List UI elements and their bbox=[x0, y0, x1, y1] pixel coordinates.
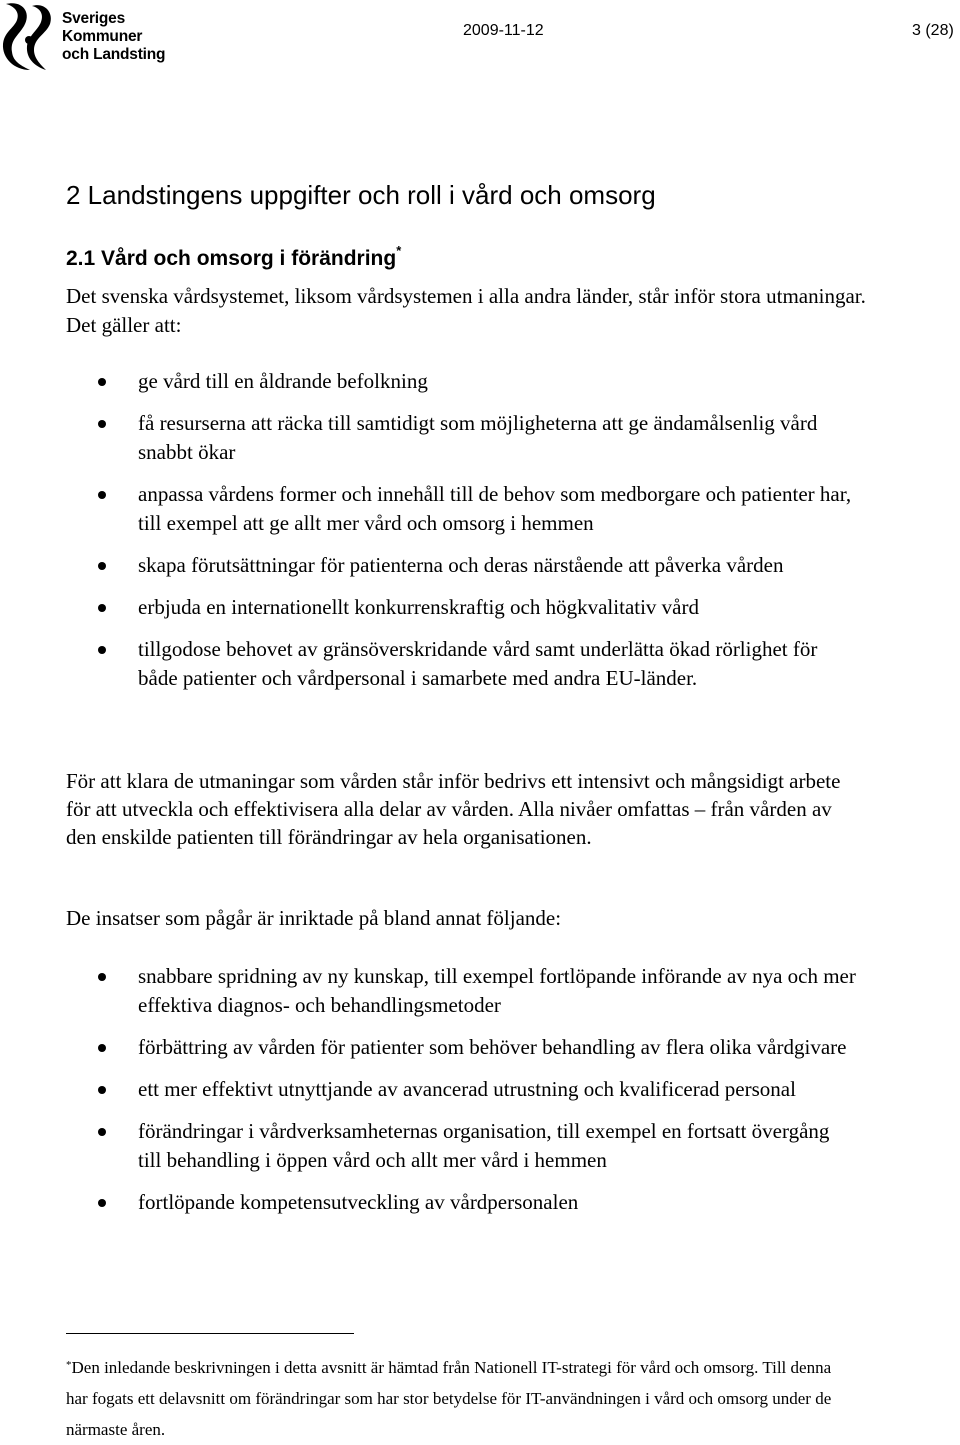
list-item-text: fortlöpande kompetensutveckling av vårdpersonalen bbox=[138, 1190, 579, 1214]
list-item-text: skapa förutsättningar för patienterna och deras närstående att påverka vården bbox=[138, 553, 784, 577]
organization-logo bbox=[0, 0, 180, 72]
logo-line: och Landsting bbox=[62, 46, 166, 63]
bullet-icon bbox=[98, 420, 106, 428]
list-item bbox=[66, 962, 856, 1020]
logo-line: Sveriges bbox=[62, 10, 126, 27]
intro-paragraph: Det svenska vårdsystemet, liksom vårdsystemen i alla andra länder, står inför stora utmaningar. Det gäller att: bbox=[66, 284, 866, 337]
list-item-text: förbättring av vården för patienter som behöver behandling av flera olika vårdgivare bbox=[138, 1035, 847, 1059]
bullet-icon bbox=[98, 604, 106, 612]
bullet-icon bbox=[98, 973, 106, 981]
list-item bbox=[66, 1033, 856, 1062]
efforts-list bbox=[66, 962, 856, 1217]
logo-line: Kommuner bbox=[62, 28, 143, 45]
list-item bbox=[66, 551, 856, 580]
footnote-reference: * bbox=[396, 243, 402, 258]
list-item-text: ge vård till en åldrande befolkning bbox=[138, 369, 428, 393]
bullet-icon bbox=[98, 1199, 106, 1207]
list-item bbox=[66, 1075, 856, 1104]
body-paragraph: De insatser som pågår är inriktade på bland annat följande: bbox=[66, 906, 562, 930]
list-item-text: tillgodose behovet av gränsöverskridande vård samt underlätta ökad rörlighet för både patienter och vårdpersonal i samarbete med andra EU-länder. bbox=[138, 637, 818, 690]
bullet-icon bbox=[98, 1044, 106, 1052]
footnote-divider bbox=[66, 1333, 354, 1334]
page-number: 3 (28) bbox=[912, 22, 954, 39]
list-item-text: snabbare spridning av ny kunskap, till exempel fortlöpande införande av nya och mer effektiva diagnos- och behandlingsmetoder bbox=[138, 964, 856, 1017]
list-item bbox=[66, 1188, 856, 1217]
footnote-marker: * bbox=[66, 1359, 72, 1371]
bullet-icon bbox=[98, 1128, 106, 1136]
body-paragraph: För att klara de utmaningar som vården står inför bedrivs ett intensivt och mångsidigt arbete för att utveckla och effektivisera alla delar av vården. Alla nivåer omfattas – från vården av den enskilde patienten till förändringar av hela organisationen. bbox=[66, 769, 841, 849]
bullet-icon bbox=[98, 378, 106, 386]
bullet-icon bbox=[98, 491, 106, 499]
list-item bbox=[66, 367, 856, 396]
list-item bbox=[66, 480, 856, 538]
list-item bbox=[66, 1117, 856, 1175]
list-item bbox=[66, 635, 856, 693]
list-item-text: anpassa vårdens former och innehåll till de behov som medborgare och patienter har, till exempel att ge allt mer vård och omsorg i hemmen bbox=[138, 482, 852, 535]
list-item-text: erbjuda en internationellt konkurrenskraftig och högkvalitativ vård bbox=[138, 595, 699, 619]
logo-mark-icon bbox=[0, 0, 58, 72]
logo-wordmark bbox=[62, 10, 165, 64]
bullet-icon bbox=[98, 562, 106, 570]
footnote bbox=[66, 1352, 846, 1445]
list-item bbox=[66, 409, 856, 467]
bullet-icon bbox=[98, 1086, 106, 1094]
list-item-text: få resurserna att räcka till samtidigt som möjligheterna att ge ändamålsenlig vård snabbt ökar bbox=[138, 411, 818, 464]
footnote-text: Den inledande beskrivningen i detta avsnitt är hämtad från Nationell IT-strategi för vård och omsorg. Till denna har fogats ett delavsnitt om förändringar som har stor betydelse för IT-användningen i vård och omsorg under de närmaste åren. bbox=[66, 1358, 832, 1439]
list-item-text: förändringar i vårdverksamheternas organisation, till exempel en fortsatt övergång till behandling i öppen vård och allt mer vård i hemmen bbox=[138, 1119, 830, 1172]
list-item-text: ett mer effektivt utnyttjande av avancerad utrustning och kvalificerad personal bbox=[138, 1077, 796, 1101]
subsection-heading bbox=[66, 245, 401, 271]
bullet-icon bbox=[98, 646, 106, 654]
document-date: 2009-11-12 bbox=[463, 22, 544, 39]
challenges-list bbox=[66, 367, 856, 693]
subsection-heading-text: 2.1 Vård och omsorg i förändring bbox=[66, 247, 397, 270]
section-heading: 2 Landstingens uppgifter och roll i vård och omsorg bbox=[66, 180, 656, 210]
list-item bbox=[66, 593, 856, 622]
